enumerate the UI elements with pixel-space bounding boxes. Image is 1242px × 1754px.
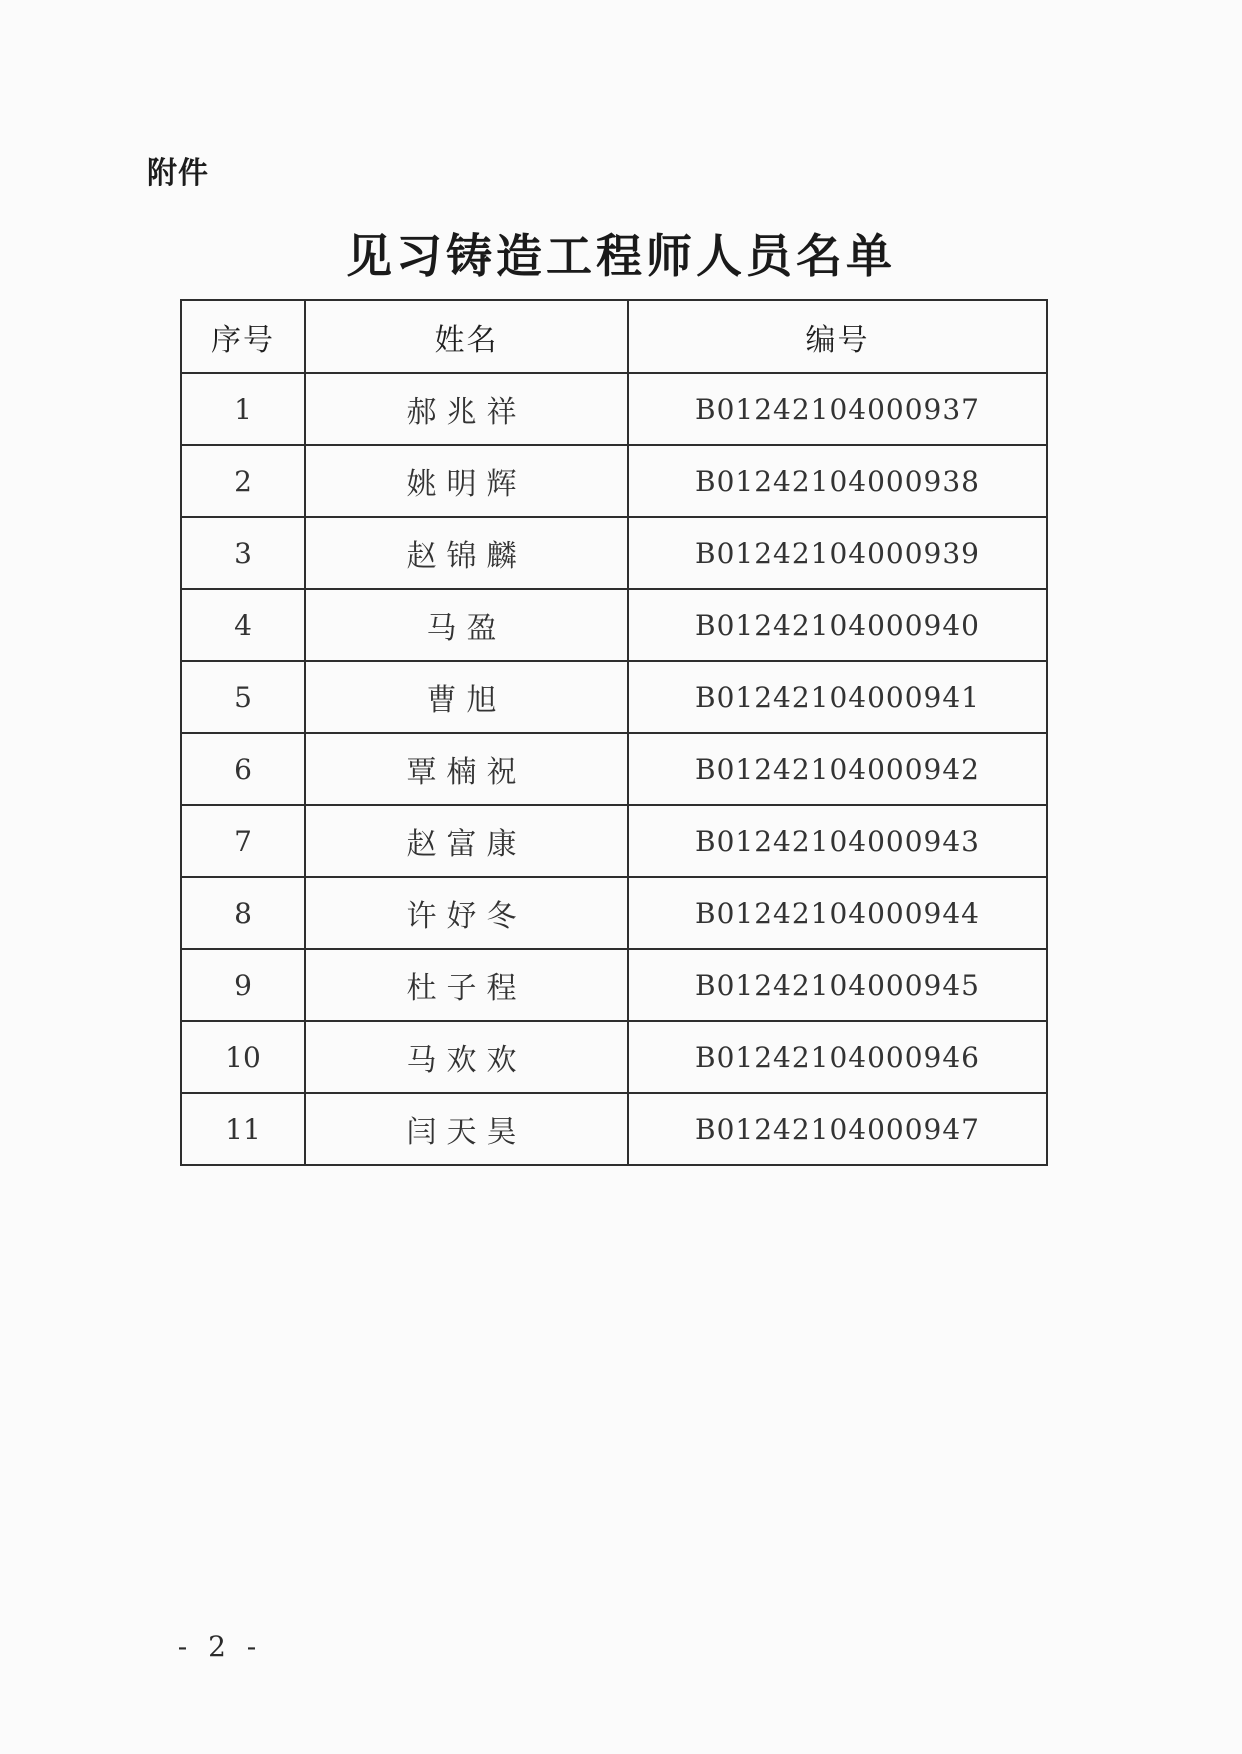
row-name: 赵锦麟 xyxy=(305,517,628,589)
table-row xyxy=(181,1021,1047,1093)
row-index: 9 xyxy=(181,949,305,1021)
row-code: B01242104000938 xyxy=(628,445,1047,517)
attachment-label: 附件 xyxy=(147,156,209,191)
row-code: B01242104000946 xyxy=(628,1021,1047,1093)
row-code: B01242104000945 xyxy=(628,949,1047,1021)
table-row xyxy=(181,445,1047,517)
row-code: B01242104000937 xyxy=(628,373,1047,445)
row-code: B01242104000939 xyxy=(628,517,1047,589)
row-code: B01242104000940 xyxy=(628,589,1047,661)
row-index: 11 xyxy=(181,1093,305,1165)
table-row xyxy=(181,589,1047,661)
page-number: - 2 - xyxy=(177,1630,263,1663)
table-row xyxy=(181,517,1047,589)
row-index: 3 xyxy=(181,517,305,589)
table-row xyxy=(181,373,1047,445)
row-index: 6 xyxy=(181,733,305,805)
row-name: 杜子程 xyxy=(305,949,628,1021)
row-code: B01242104000944 xyxy=(628,877,1047,949)
table-header-row xyxy=(181,300,1047,373)
row-code: B01242104000942 xyxy=(628,733,1047,805)
row-index: 7 xyxy=(181,805,305,877)
header-name: 姓名 xyxy=(305,300,628,373)
table-row xyxy=(181,661,1047,733)
row-name: 姚明辉 xyxy=(305,445,628,517)
header-code: 编号 xyxy=(628,300,1047,373)
row-code: B01242104000947 xyxy=(628,1093,1047,1165)
roster-table xyxy=(180,299,1048,1166)
row-index: 2 xyxy=(181,445,305,517)
row-name: 马欢欢 xyxy=(305,1021,628,1093)
document-title: 见习铸造工程师人员名单 xyxy=(346,229,896,283)
row-name: 闫天昊 xyxy=(305,1093,628,1165)
table-row xyxy=(181,1093,1047,1165)
row-index: 5 xyxy=(181,661,305,733)
table-row xyxy=(181,733,1047,805)
row-code: B01242104000941 xyxy=(628,661,1047,733)
table-row xyxy=(181,949,1047,1021)
row-index: 8 xyxy=(181,877,305,949)
row-index: 1 xyxy=(181,373,305,445)
row-name: 马盈 xyxy=(305,589,628,661)
header-index: 序号 xyxy=(181,300,305,373)
row-index: 10 xyxy=(181,1021,305,1093)
row-code: B01242104000943 xyxy=(628,805,1047,877)
row-name: 赵富康 xyxy=(305,805,628,877)
row-name: 曹旭 xyxy=(305,661,628,733)
row-index: 4 xyxy=(181,589,305,661)
row-name: 许妤冬 xyxy=(305,877,628,949)
table-row xyxy=(181,877,1047,949)
row-name: 郝兆祥 xyxy=(305,373,628,445)
row-name: 覃楠祝 xyxy=(305,733,628,805)
table-row xyxy=(181,805,1047,877)
